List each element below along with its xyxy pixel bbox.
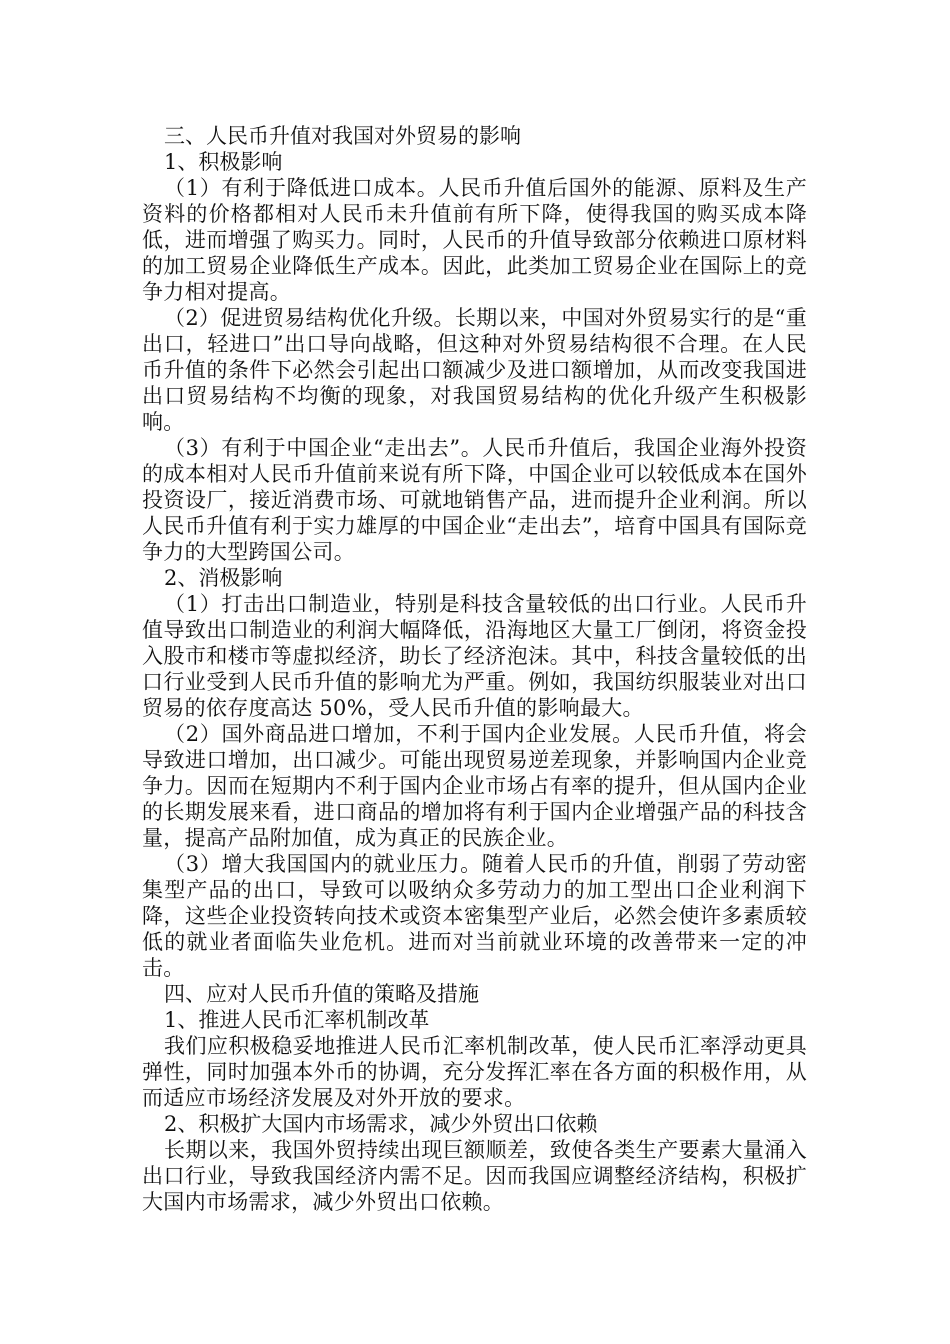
paragraph-trade-structure: （2）促进贸易结构优化升级。长期以来，中国对外贸易实行的是“重出口，轻进口”出口导向战略，但这种对外贸易结构很不合理。在人民币升值的条件下必然会引起出口额减少及进口额增加，从而改变我国进出口贸易结构不均衡的现象，对我国贸易结构的优化升级产生积极影响。 <box>142 306 807 434</box>
paragraph-export-manufacturing: （1）打击出口制造业，特别是科技含量较低的出口行业。人民币升值导致出口制造业的利润大幅降低，沿海地区大量工厂倒闭，将资金投入股市和楼市等虚拟经济，助长了经济泡沫。其中，科技含量较低的出口行业受到人民币升值的影响尤为严重。例如，我国纺织服装业对出口贸易的依存度高达 50%，受人民币升值的影响最大。 <box>142 592 807 720</box>
subsection-heading-exchange-reform: 1、推进人民币汇率机制改革 <box>164 1008 430 1032</box>
paragraph-import-increase: （2）国外商品进口增加，不利于国内企业发展。人民币升值，将会导致进口增加，出口减少。可能出现贸易逆差现象，并影响国内企业竞争力。因而在短期内不利于国内企业市场占有率的提升，但从国内企业的长期发展来看，进口商品的增加将有利于国内企业增强产品的科技含量，提高产品附加值，成为真正的民族企业。 <box>142 722 807 850</box>
paragraph-going-global: （3）有利于中国企业“走出去”。人民币升值后，我国企业海外投资的成本相对人民币升值前来说有所下降，中国企业可以较低成本在国外投资设厂，接近消费市场、可就地销售产品，进而提升企业利润。所以人民币升值有利于实力雄厚的中国企业“走出去”，培育中国具有国际竞争力的大型跨国公司。 <box>142 436 807 564</box>
section-heading-4: 四、应对人民币升值的策略及措施 <box>164 982 479 1006</box>
paragraph-exchange-reform: 我们应积极稳妥地推进人民币汇率机制改革，使人民币汇率浮动更具弹性，同时加强本外币的协调，充分发挥汇率在各方面的积极作用，从而适应市场经济发展及对外开放的要求。 <box>142 1034 807 1110</box>
paragraph-employment-pressure: （3）增大我国国内的就业压力。随着人民币的升值，削弱了劳动密集型产品的出口，导致可以吸纳众多劳动力的加工型出口企业利润下降，这些企业投资转向技术或资本密集型产业后，必然会使许多素质较低的就业者面临失业危机。进而对当前就业环境的改善带来一定的冲击。 <box>142 852 807 980</box>
document-body <box>142 123 807 1215</box>
section-heading-3: 三、人民币升值对我国对外贸易的影响 <box>164 124 521 148</box>
paragraph-import-cost: （1）有利于降低进口成本。人民币升值后国外的能源、原料及生产资料的价格都相对人民币未升值前有所下降，使得我国的购买成本降低，进而增强了购买力。同时，人民币的升值导致部分依赖进口原材料的加工贸易企业降低生产成本。因此，此类加工贸易企业在国际上的竞争力相对提高。 <box>142 176 807 304</box>
paragraph-domestic-demand: 长期以来，我国外贸持续出现巨额顺差，致使各类生产要素大量涌入出口行业，导致我国经济内需不足。因而我国应调整经济结构，积极扩大国内市场需求，减少外贸出口依赖。 <box>142 1138 807 1214</box>
subsection-heading-positive: 1、积极影响 <box>164 150 283 174</box>
subsection-heading-domestic-demand: 2、积极扩大国内市场需求，减少外贸出口依赖 <box>164 1112 598 1136</box>
subsection-heading-negative: 2、消极影响 <box>164 566 283 590</box>
